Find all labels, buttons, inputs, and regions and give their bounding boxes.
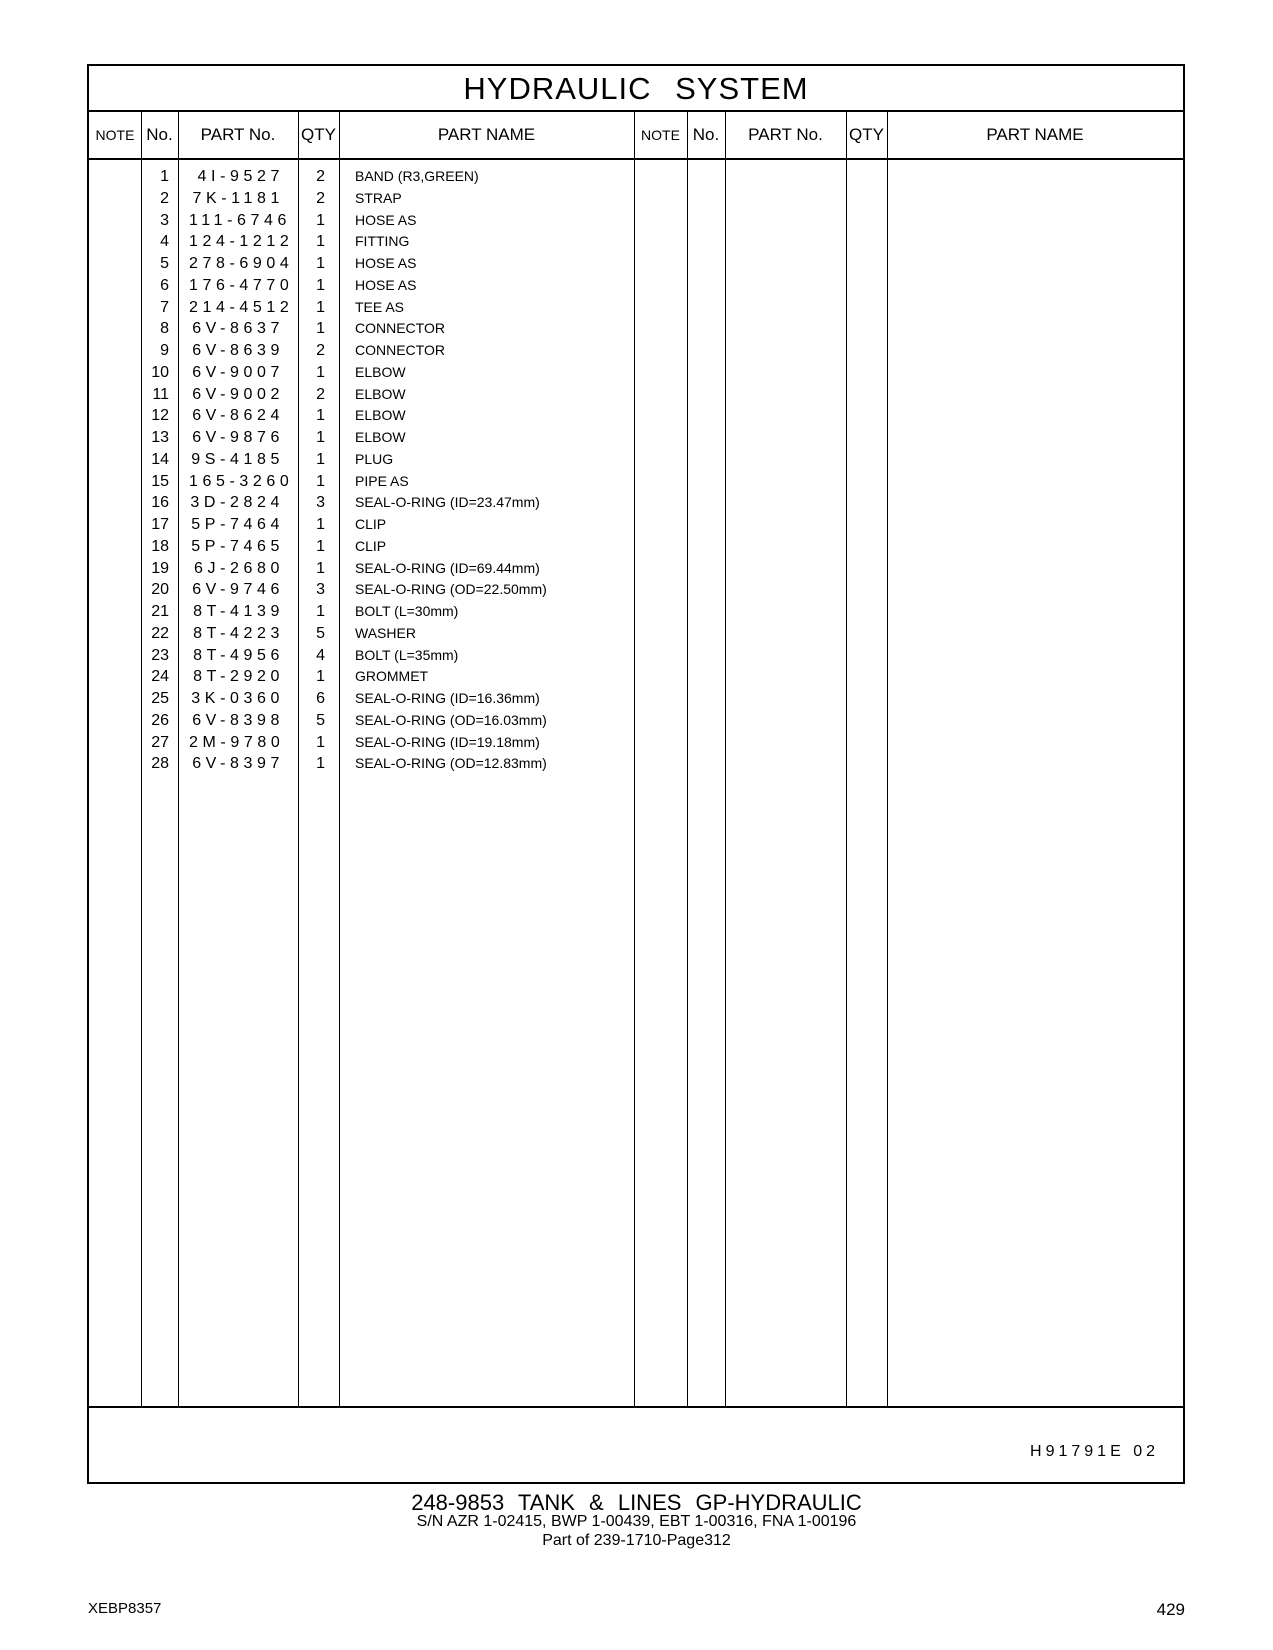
drawing-code: H91791E 02	[1030, 1443, 1159, 1460]
item-number: 19	[151, 559, 169, 577]
quantity: 5	[316, 624, 325, 642]
part-name: BOLT (L=35mm)	[355, 646, 459, 663]
part-name: FITTING	[355, 233, 410, 250]
part-number: 6J-2680	[193, 559, 284, 577]
part-number: 111-6746	[189, 211, 292, 229]
part-number: 2M-9780	[189, 733, 285, 751]
part-number: 214-4512	[189, 298, 294, 316]
item-number: 15	[151, 472, 169, 490]
part-name: HOSE AS	[355, 255, 417, 271]
quantity: 2	[316, 189, 325, 207]
document-id: XEBP8357	[88, 1600, 162, 1617]
table-row	[89, 448, 1183, 471]
part-number: 7K-1181	[192, 189, 284, 207]
table-row	[89, 187, 1183, 210]
part-number: 3K-0360	[191, 690, 284, 707]
table-row	[89, 209, 1183, 232]
table-bottom-divider	[89, 1406, 1183, 1408]
part-number: 165-3260	[189, 472, 294, 490]
part-name: GROMMET	[355, 668, 429, 685]
part-name: SEAL-O-RING (OD=22.50mm)	[355, 581, 547, 598]
table-row	[89, 644, 1183, 667]
quantity: 1	[316, 276, 325, 294]
header-part-no-right: PART No.	[748, 125, 823, 144]
part-name: SEAL-O-RING (OD=16.03mm)	[355, 711, 547, 728]
part-name: TEE AS	[355, 298, 405, 315]
part-name: CONNECTOR	[355, 342, 445, 358]
quantity: 1	[316, 668, 325, 686]
table-row	[89, 731, 1183, 754]
item-number: 7	[160, 298, 169, 316]
part-name: STRAP	[355, 189, 402, 206]
parts-table-frame	[87, 64, 1185, 1484]
item-number: 8	[160, 320, 169, 338]
part-name: ELBOW	[355, 385, 406, 402]
part-name: BOLT (L=30mm)	[355, 603, 459, 619]
header-no-right: No.	[692, 125, 720, 144]
header-qty-right: QTY	[849, 125, 884, 144]
header-part-no-left: PART No.	[200, 125, 276, 144]
item-number: 6	[160, 276, 169, 294]
part-name: WASHER	[355, 624, 416, 641]
quantity: 2	[316, 385, 325, 403]
item-number: 28	[151, 755, 169, 773]
item-number: 23	[151, 646, 169, 664]
parent-reference: Part of 239-1710-Page312	[542, 1532, 731, 1549]
part-number: 6V-9007	[192, 363, 284, 381]
table-row	[89, 339, 1183, 362]
item-number: 14	[151, 450, 169, 468]
quantity: 1	[316, 407, 325, 425]
item-number: 26	[151, 711, 169, 729]
part-name: CONNECTOR	[355, 320, 445, 337]
part-name: HOSE AS	[355, 211, 417, 228]
quantity: 1	[316, 559, 325, 577]
quantity: 3	[316, 581, 325, 599]
part-number: 9S-4185	[191, 450, 284, 468]
part-number: 8T-2920	[193, 668, 284, 686]
table-row	[89, 165, 1183, 188]
table-row	[89, 252, 1183, 275]
quantity: 1	[316, 211, 325, 229]
table-row	[89, 230, 1183, 253]
item-number: 12	[151, 407, 169, 425]
item-number: 25	[151, 690, 169, 707]
part-name: CLIP	[355, 516, 387, 532]
quantity: 1	[316, 733, 325, 751]
quantity: 6	[316, 690, 325, 707]
item-number: 20	[151, 581, 169, 599]
quantity: 1	[316, 516, 325, 533]
quantity: 2	[316, 342, 325, 359]
table-row	[89, 383, 1183, 406]
quantity: 2	[316, 168, 325, 185]
header-no-left: No.	[146, 125, 173, 144]
section-title: HYDRAULIC SYSTEM	[89, 66, 1183, 112]
part-name: PLUG	[355, 450, 394, 467]
table-row	[89, 274, 1183, 297]
table-row	[89, 513, 1183, 536]
item-number: 11	[152, 385, 169, 403]
item-number: 17	[151, 516, 169, 533]
table-row	[89, 622, 1183, 645]
table-row	[89, 665, 1183, 688]
header-part-name-left: PART NAME	[437, 125, 536, 144]
part-number: 124-1212	[189, 233, 294, 251]
quantity: 1	[316, 233, 325, 251]
part-number: 8T-4223	[193, 624, 284, 642]
part-number: 8T-4139	[193, 603, 284, 620]
part-number: 4I-9527	[197, 168, 284, 185]
table-row	[89, 535, 1183, 558]
table-row	[89, 296, 1183, 319]
item-number: 3	[160, 211, 169, 229]
part-number: 6V-9876	[192, 429, 284, 446]
part-number: 6V-8624	[192, 407, 284, 425]
part-name: SEAL-O-RING (ID=69.44mm)	[355, 559, 540, 576]
item-number: 22	[151, 624, 169, 642]
part-number: 6V-8639	[192, 342, 284, 359]
item-number: 10	[151, 363, 169, 381]
part-name: SEAL-O-RING (OD=12.83mm)	[355, 755, 547, 772]
header-part-name-right: PART NAME	[986, 125, 1084, 144]
part-name: SEAL-O-RING (ID=19.18mm)	[355, 733, 540, 750]
part-name: ELBOW	[355, 429, 406, 445]
item-number: 5	[160, 255, 169, 272]
quantity: 1	[316, 537, 325, 555]
item-number: 9	[160, 342, 169, 359]
table-row	[89, 578, 1183, 601]
table-header	[89, 112, 1183, 160]
item-number: 24	[151, 668, 169, 686]
header-note-left: NOTE	[95, 127, 135, 143]
table-row	[89, 404, 1183, 427]
quantity: 1	[316, 450, 325, 468]
table-row	[89, 752, 1183, 775]
part-name: ELBOW	[355, 407, 406, 424]
quantity: 1	[316, 320, 325, 338]
part-number: 5P-7464	[191, 516, 284, 533]
table-row	[89, 470, 1183, 493]
part-number: 6V-8397	[192, 755, 284, 773]
table-row	[89, 361, 1183, 384]
quantity: 1	[316, 603, 325, 620]
quantity: 1	[316, 429, 325, 446]
part-name: ELBOW	[355, 363, 406, 380]
quantity: 3	[316, 494, 325, 512]
item-number: 13	[151, 429, 169, 446]
item-number: 1	[160, 168, 169, 185]
part-number: 8T-4956	[193, 646, 284, 664]
assembly-title: 248-9853 TANK & LINES GP-HYDRAULIC	[411, 1490, 862, 1515]
quantity: 1	[316, 363, 325, 381]
serial-numbers: S/N AZR 1-02415, BWP 1-00439, EBT 1-00316, FNA 1-00196	[416, 1513, 857, 1530]
quantity: 1	[316, 472, 325, 490]
part-name: HOSE AS	[355, 276, 417, 293]
part-number: 6V-9002	[192, 385, 284, 403]
part-number: 176-4770	[189, 276, 294, 294]
part-name: SEAL-O-RING (ID=16.36mm)	[355, 690, 540, 706]
quantity: 4	[316, 646, 325, 664]
page-number: 429	[1156, 1600, 1185, 1619]
table-row	[89, 687, 1183, 710]
table-row	[89, 709, 1183, 732]
item-number: 21	[151, 603, 169, 620]
table-row	[89, 600, 1183, 623]
header-note-right: NOTE	[641, 127, 680, 143]
part-name: BAND (R3,GREEN)	[355, 168, 479, 184]
item-number: 16	[151, 494, 169, 512]
part-number: 5P-7465	[191, 537, 284, 555]
table-row	[89, 426, 1183, 449]
part-name: PIPE AS	[355, 472, 409, 489]
part-number: 278-6904	[189, 255, 294, 272]
table-row	[89, 491, 1183, 514]
table-row	[89, 317, 1183, 340]
item-number: 18	[151, 537, 169, 555]
part-number: 6V-9746	[192, 581, 284, 599]
quantity: 1	[316, 255, 325, 272]
quantity: 1	[316, 755, 325, 773]
item-number: 27	[151, 733, 169, 751]
item-number: 2	[160, 189, 169, 207]
quantity: 5	[316, 711, 325, 729]
part-number: 6V-8637	[192, 320, 284, 338]
part-number: 3D-2824	[190, 494, 284, 512]
header-qty-left: QTY	[301, 125, 336, 144]
quantity: 1	[316, 298, 325, 316]
part-name: CLIP	[355, 537, 387, 554]
table-row	[89, 557, 1183, 580]
part-name: SEAL-O-RING (ID=23.47mm)	[355, 494, 540, 511]
item-number: 4	[160, 233, 169, 251]
part-number: 6V-8398	[192, 711, 284, 729]
